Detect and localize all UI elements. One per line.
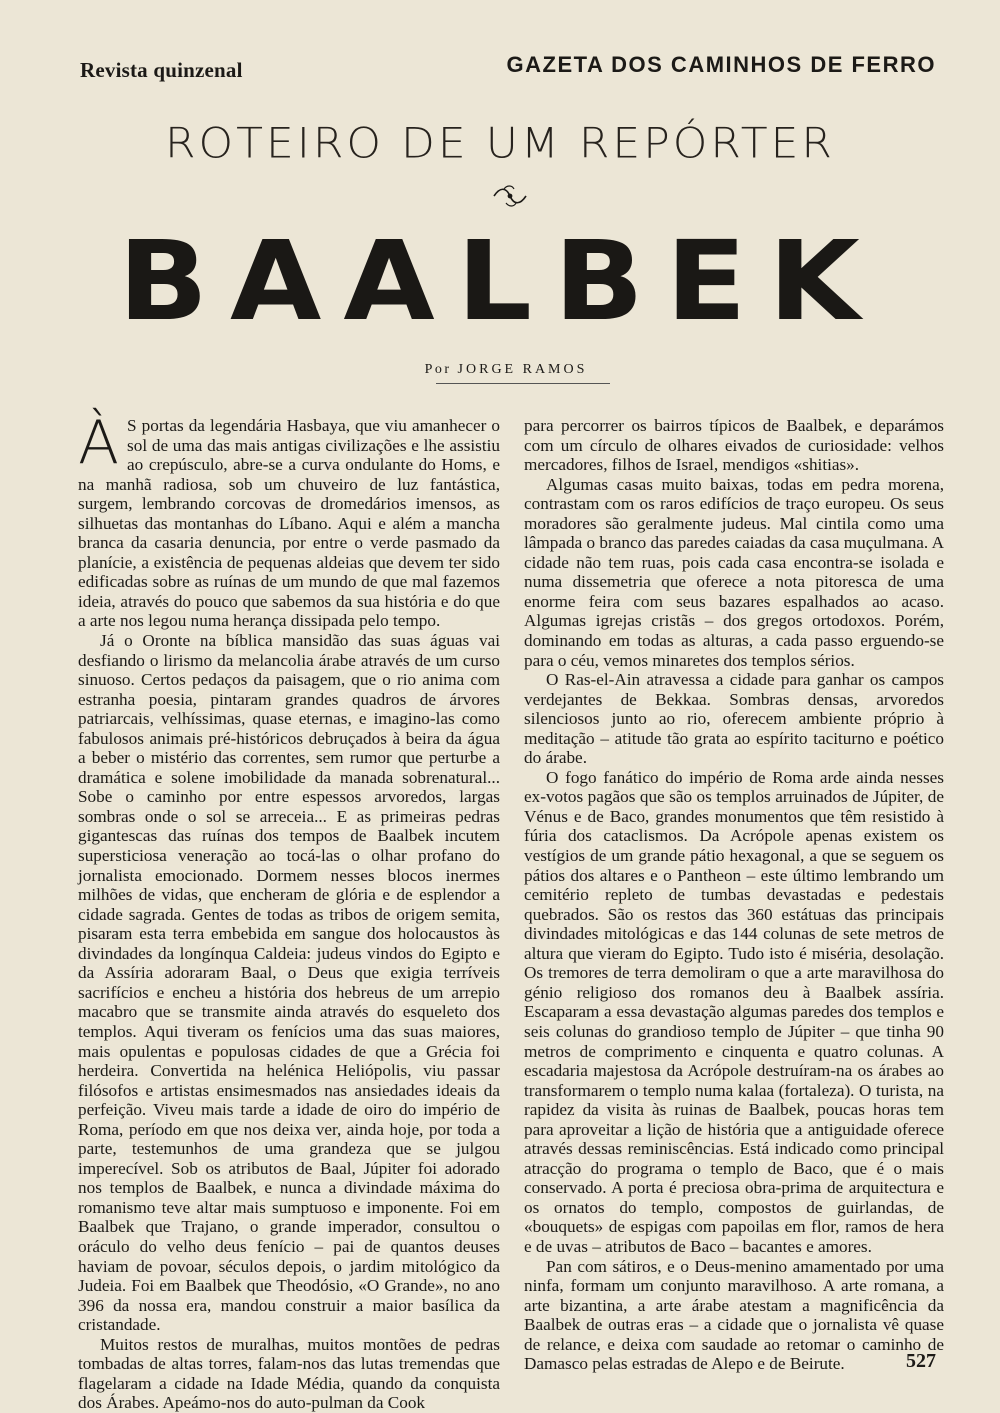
byline-prefix: Por [424,362,452,377]
paragraph: para percorrer os bairros típicos de Baalbek, e deparámos com um círculo de olhares eivados de curiosidade: velhos mercadores, filhos de Israel, mendigos «shitias». [524,416,944,475]
byline-underline [436,383,610,384]
paragraph: Pan com sátiros, e o Deus-menino amamentado por uma ninfa, formam um conjunto maravilhoso. A arte romana, a arte bizantina, a arte árabe atestam a magnificência da Baalbek de outras eras – a cidade que o jornalista vê quase de relance, e deixa com saudade ao retomar o caminho de Damasco pelas estradas de Alepo e de Beirute. [524,1256,944,1374]
byline-author: JORGE RAMOS [457,362,588,377]
paragraph: O fogo fanático do império de Roma arde ainda nesses ex-votos pagãos que são os templos arruinados de Júpiter, de Vénus e de Baco, grandes monumentos que têm resistido à fúria dos cataclismos. Da Acrópole apenas existem os vestígios de um grande pátio hexagonal, a que se seguem os pátios dos altares e o Pantheon – este último lembrando um cemitério repleto de tumbas devastadas e pedestais quebrados. São os restos das 360 estátuas das principais divindades mitológicas e das 144 colunas de sete metros de altura que vieram do Egipto. Tudo isto é miséria, desolação. Os tremores de terra demoliram o que a arte maravilhosa do génio religioso dos romanos deu à Baalbek assíria. Escaparam a essa devastação algumas paredes dos templos e seis colunas do grandioso templo de Júpiter – que tinha 90 metros de comprimento e cinquenta e quatro colunas. A escadaria majestosa da Acrópole destruíram-na os árabes ao transformarem o templo numa kalaa (fortaleza). O turista, na rapidez da visita às ruinas de Baalbek, poucas horas tem para aproveitar a lição de história que a antiguidade oferece através dessas reminiscências. Está indicado como principal atracção do programa o templo de Baco, que é o mais conservado. A porta é preciosa obra-prima de arquitectura e os ornatos do templo, compostos de guirlandas, de «bouquets» de espigas com papoilas em flor, ramos de hera e de uvas – atributos de Baco – bacantes e amores. [524,767,944,1256]
article-main-title: BAALBEK [118,216,882,346]
publication-frequency: Revista quinzenal [80,58,243,82]
paragraph-text: S portas da legendária Hasbaya, que viu amanhecer o sol de uma das mais antigas civilizações e lhe assistiu ao crepúsculo, abre-se a curva ondulante do Homs, e na manhã radiosa, sob um chuveiro de luz fantástica, surgem, lembrando corcovas de dromedários imensos, as silhuetas das montanhas do Líbano. Aqui e além a mancha branca da casaria denuncia, por entre o verde pasmado da planície, a existência de pequenas aldeias que devem ter sido edificadas sobre as ruínas de um mundo de que mal fazemos ideia, através do pouco que sabemos da sua história e do que a arte nos legou numa herança dissipada pelo tempo. [78,416,500,631]
drop-cap: À [78,408,120,478]
page-number: 527 [906,1350,936,1372]
paragraph [78,408,500,631]
right-column [524,416,944,1374]
publication-title: GAZETA DOS CAMINHOS DE FERRO [506,52,936,77]
byline [0,362,1000,378]
scroll-ornament-icon [490,183,530,209]
left-column [78,408,500,1413]
article-kicker-title: ROTEIRO DE UM REPÓRTER [164,119,836,168]
paragraph: O Ras-el-Ain atravessa a cidade para ganhar os campos verdejantes de Bekkaa. Sombras densas, arvoredos silenciosos junto ao rio, oferecem ambiente próprio à meditação – atitude tão grata ao espírito taciturno e poético do árabe. [524,670,944,768]
paragraph: Já o Oronte na bíblica mansidão das suas águas vai desfiando o lirismo da melancolia árabe através de um curso sinuoso. Certos pedaços da paisagem, que o rio anima com estranha poesia, pintaram grandes quadros de árvores patriarcais, velhíssimas, quase eternas, e imagino-las como fabulosos animais pré-históricos debruçados à beira da água a beber o mistério das correntes, sem rumor que perturbe a dramática e solene imobilidade da manada sobrenatural... Sobe o caminho por entre espessos arvoredos, largas sombras onde o sol se arreceia... E as primeiras pedras gigantescas das ruínas dos tempos de Baalbek incutem supersticiosa veneração ao tocá-las o olhar profano do jornalista emocionado. Dormem nesses blocos inermes milhões de vidas, que encheram de glória e de esplendor a cidade sagrada. Gentes de todas as tribos de origem semita, pisaram esta terra embebida em sangue dos holocaustos às divindades da longínqua Caldeia: judeus vindos do Egipto e da Assíria adoraram Baal, o Deus que exigia terríveis sacrifícios e encheu a história dos hebreus de um arrepio macabro que se transmite ainda através do esqueleto dos templos. Aqui tiveram os fenícios uma das suas maiores, mais opulentas e populosas cidades de que a Grécia foi herdeira. Convertida na helénica Heliópolis, viu passar filósofos e artistas ensimesmados nas ansiedades ideais da perfeição. Viveu mais tarde a idade de oiro do império de Roma, período em que nos deixa ver, ainda hoje, por toda a parte, testemunhos de uma grandeza que se julgou imperecível. Sob os atributos de Baal, Júpiter foi adorado nos templos de Baalbek, e nunca a divindade máxima do romanismo teve altar mais sumptuoso e imponente. Foi em Baalbek que Trajano, o grande imperador, consultou o oráculo do velho deus fenício – pai de quantos deuses haviam de povoar, séculos depois, o jardim mitológico da Judeia. Foi em Baalbek que Theodósio, «O Grande», no ano 396 da nossa era, mandou construir a maior basílica da cristandade. [78,631,500,1335]
paragraph: Algumas casas muito baixas, todas em pedra morena, contrastam com os raros edifícios de traço europeu. Os seus moradores são geralmente judeus. Mal cintila como uma lâmpada o branco das paredes caiadas da casa muçulmana. A cidade não tem ruas, pois cada casa encontra-se isolada e numa dissemetria que oferece a nota pitoresca de uma enorme feira com seus bazares espalhados ao acaso. Algumas igrejas cristãs – dos gregos ortodoxos. Porém, dominando em todas as alturas, a cada passo erguendo-se para o céu, vemos minaretes dos templos sérios. [524,474,944,670]
paragraph: Muitos restos de muralhas, muitos montões de pedras tombadas de altas torres, falam-nos das lutas tremendas que flagelaram a cidade na Idade Média, quando da conquista dos Árabes. Apeámo-nos do auto-pulman da Cook [78,1334,500,1413]
